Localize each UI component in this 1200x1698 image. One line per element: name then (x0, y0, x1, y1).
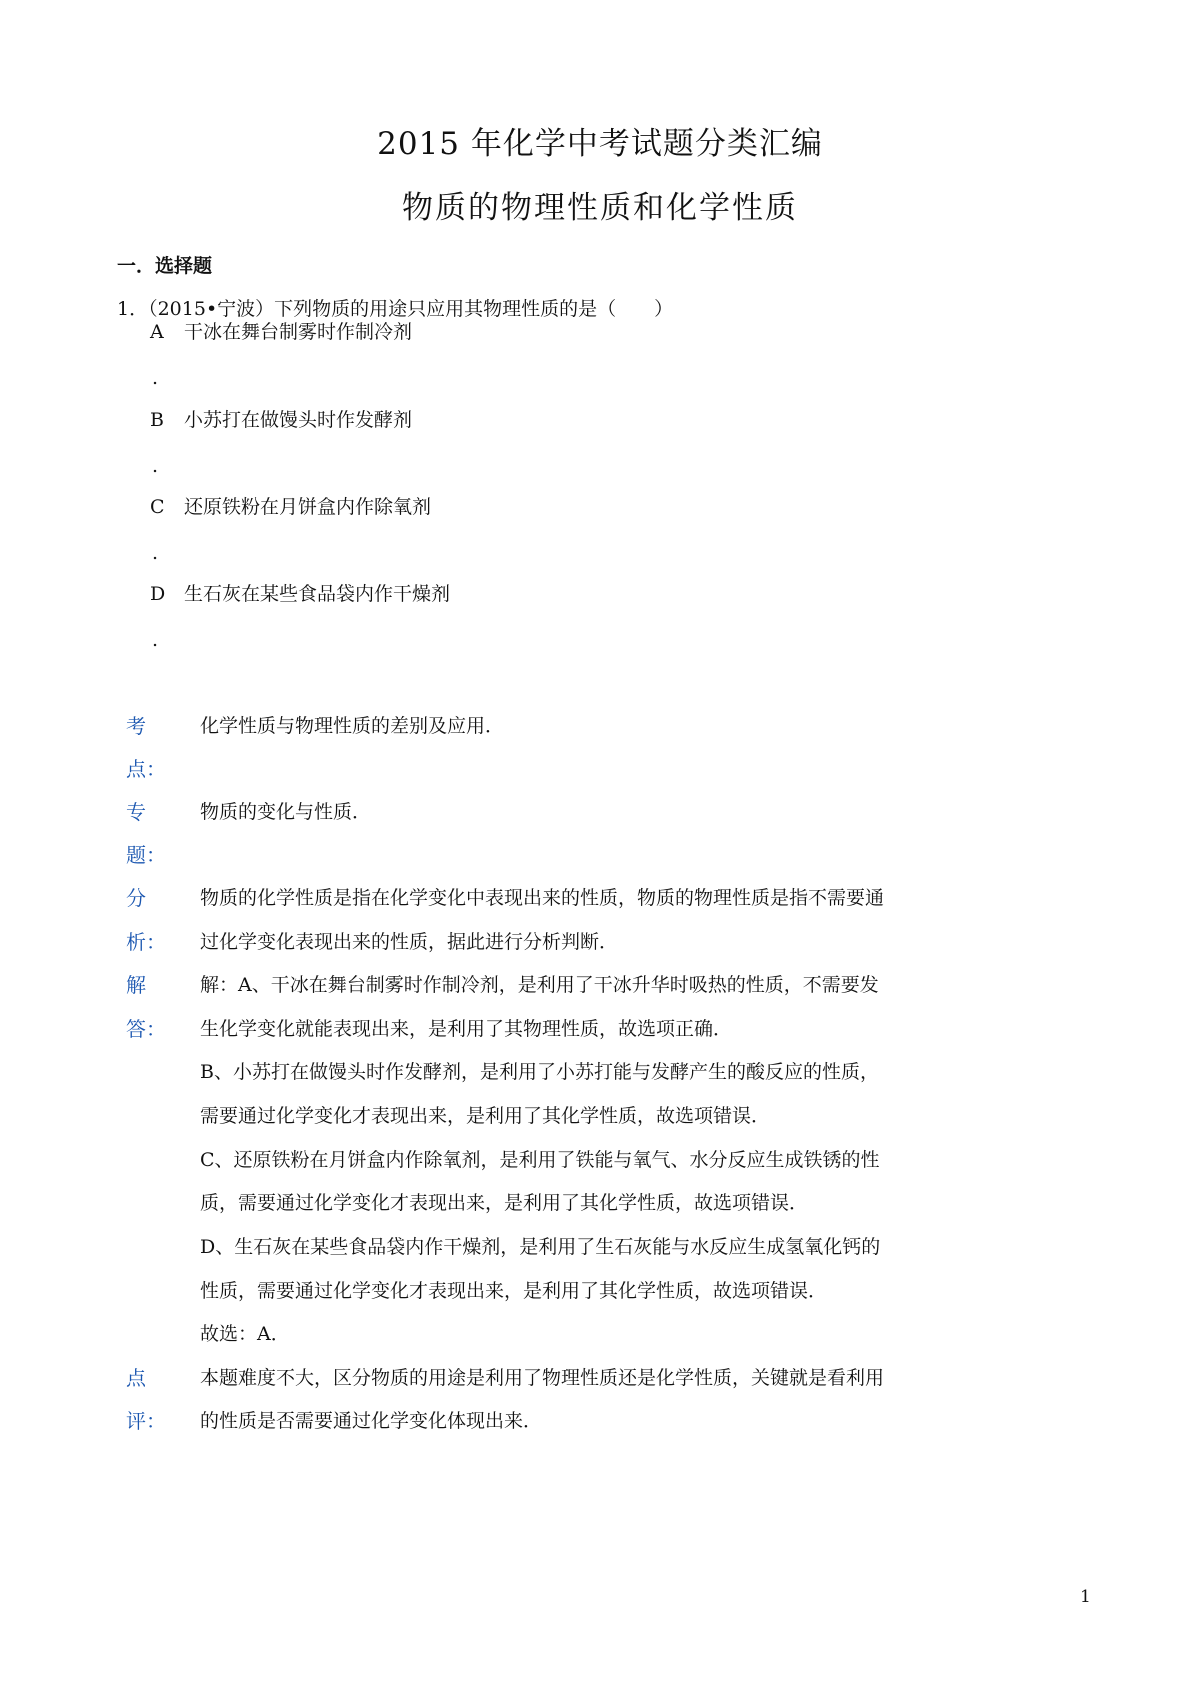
kaodian-text: 化学性质与物理性质的差别及应用． (200, 715, 505, 737)
dianping-label-2: 评： (126, 1409, 166, 1433)
fenxi-label-2: 析： (126, 930, 166, 954)
fenxi-line: 过化学变化表现出来的性质，据此进行分析判断． (200, 931, 619, 953)
kaodian-label-1: 考 (126, 714, 146, 738)
jieda-line: 生化学变化就能表现出来，是利用了其物理性质，故选项正确． (200, 1018, 733, 1040)
option-letter: A (150, 321, 164, 343)
option-dot: . (152, 367, 159, 389)
jieda-label-1: 解 (126, 973, 146, 997)
jieda-line: D、生石灰在某些食品袋内作干燥剂，是利用了生石灰能与水反应生成氢氧化钙的 (200, 1236, 881, 1258)
option-letter: C (150, 496, 165, 518)
option-text: 还原铁粉在月饼盒内作除氧剂 (184, 496, 432, 518)
jieda-line: 故选：A． (200, 1323, 290, 1345)
dianping-line: 的性质是否需要通过化学变化体现出来． (200, 1410, 543, 1432)
option-dot: . (152, 629, 159, 651)
jieda-line: C、还原铁粉在月饼盒内作除氧剂，是利用了铁能与氧气、水分反应生成铁锈的性 (200, 1149, 880, 1171)
question-stem: 1．（2015•宁波）下列物质的用途只应用其物理性质的是（ ） (117, 298, 674, 320)
option-text: 干冰在舞台制雾时作制冷剂 (184, 321, 413, 343)
option-d (150, 580, 450, 608)
option-text: 小苏打在做馒头时作发酵剂 (184, 409, 413, 431)
page-number: 1 (1080, 1587, 1091, 1607)
jieda-line: 质，需要通过化学变化才表现出来，是利用了其化学性质，故选项错误． (200, 1192, 809, 1214)
zhuanti-label-2: 题： (126, 843, 166, 867)
option-c (150, 493, 431, 521)
dianping-label-1: 点 (126, 1366, 146, 1390)
jieda-line: 需要通过化学变化才表现出来，是利用了其化学性质，故选项错误． (200, 1105, 771, 1127)
option-b (150, 406, 412, 434)
kaodian-label-2: 点： (126, 757, 166, 781)
document-title: 2015 年化学中考试题分类汇编 (377, 126, 823, 162)
dianping-line: 本题难度不大，区分物质的用途是利用了物理性质还是化学性质，关键就是看利用 (200, 1367, 885, 1389)
fenxi-label-1: 分 (126, 886, 146, 910)
section-heading: 一．选择题 (117, 255, 213, 277)
jieda-label-2: 答： (126, 1017, 166, 1041)
option-text: 生石灰在某些食品袋内作干燥剂 (184, 583, 451, 605)
document-subtitle: 物质的物理性质和化学性质 (402, 190, 798, 226)
jieda-line: B、小苏打在做馒头时作发酵剂，是利用了小苏打能与发酵产生的酸反应的性质， (200, 1061, 879, 1083)
fenxi-line: 物质的化学性质是指在化学变化中表现出来的性质，物质的物理性质是指不需要通 (200, 887, 885, 909)
option-letter: B (150, 409, 164, 431)
option-dot: . (152, 455, 159, 477)
jieda-line: 性质，需要通过化学变化才表现出来，是利用了其化学性质，故选项错误． (200, 1280, 828, 1302)
option-a (150, 318, 412, 346)
option-letter: D (150, 583, 166, 605)
zhuanti-text: 物质的变化与性质． (200, 801, 372, 823)
zhuanti-label-1: 专 (126, 800, 146, 824)
option-dot: . (152, 542, 159, 564)
jieda-line: 解：A、干冰在舞台制雾时作制冷剂，是利用了干冰升华时吸热的性质，不需要发 (200, 974, 879, 996)
